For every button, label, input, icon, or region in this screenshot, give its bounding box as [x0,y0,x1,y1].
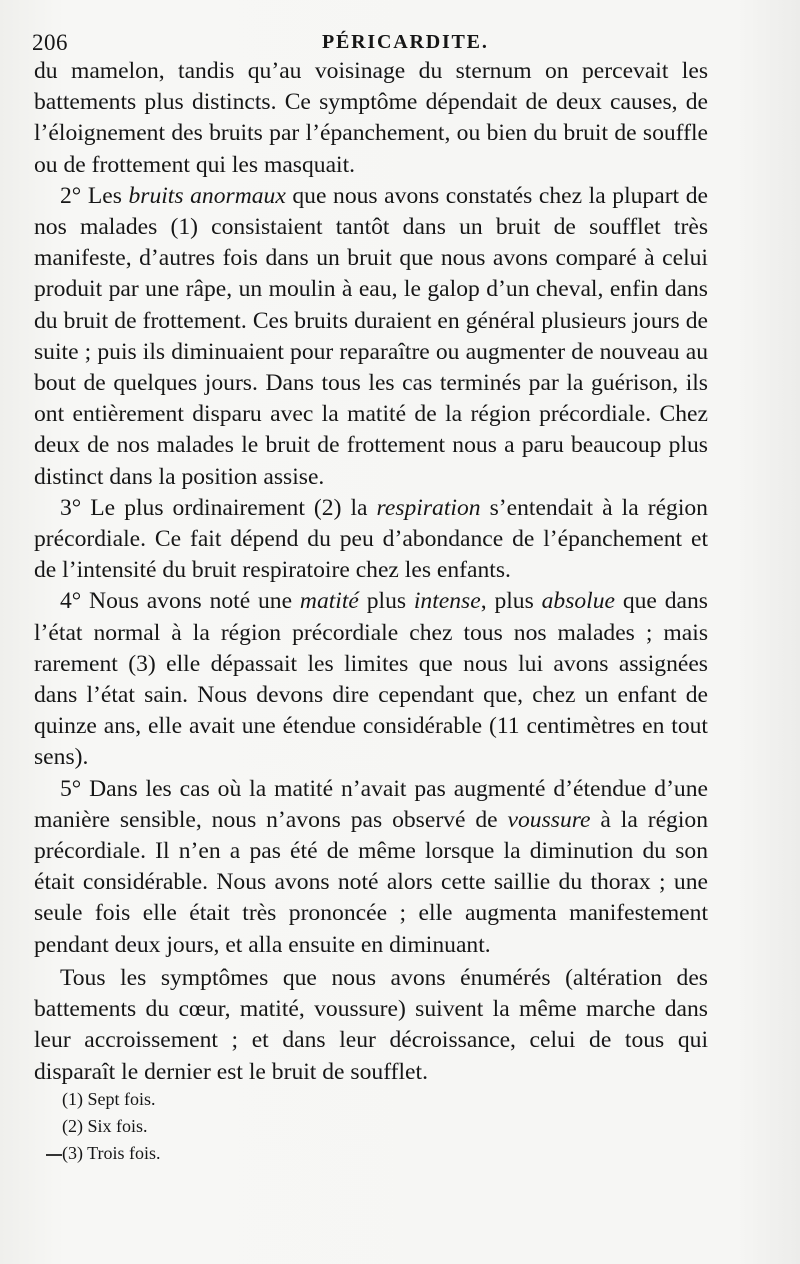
paragraph-5 [34,774,708,961]
paragraph-4-lead: 4° Nous avons noté une [60,588,300,615]
paragraph-3-text: s’entendait à la région précordiale. Ce fait dépend du peu d’abondance de l’épanchement et de l’intensité du bruit respiratoire chez les enfants. [34,494,708,584]
paragraph-4-text: que dans l’état normal à la région précordiale chez tous nos malades ; mais rarement (3) elle dépassait les limites que nous lui avons assignées dans l’état sain. Nous devons dire cependant que, chez un enfant de quinze ans, elle avait une étendue considérable (11 centimètres en tout sens). [34,588,708,771]
paragraph-4-mid-1: plus [358,588,414,615]
body-text [34,56,708,1088]
paragraph-6: Tous les symptômes que nous avons énumérés (altération des battements du cœur, matité, voussure) suivent la même marche dans leur accroissement ; et dans leur décroissance, celui de tous qui disparaît le dernier est le bruit de soufflet. [34,964,708,1085]
paragraph-2-text: que nous avons constatés chez la plupart de nos malades (1) consistaient tantôt dans un bruit de soufflet très manifeste, d’autres fois dans un bruit que nous avons comparé à celui produit par une râpe, un moulin à eau, le galop d’un cheval, enfin dans du bruit de frottement. Ces bruits duraient en général plusieurs jours de suite ; puis ils diminuaient pour reparaître ou augmenter de nouveau au bout de quelques jours. Dans tous les cas terminés par la guérison, ils ont entièrement disparu avec la matité de la région précordiale. Chez deux de nos malades le bruit de frottement nous a paru beaucoup plus distinct dans la position assise. [34,182,708,490]
paragraph-4-emphasis-1: matité [299,588,359,615]
footnote-mark [46,1154,62,1156]
paragraph-5-text: à la région précordiale. Il n’en a pas été de même lorsque la diminution du son était considérable. Nous avons noté alors cette saillie du thorax ; une seule fois elle était très prononcée ; elle augmenta manifestement pendant deux jours, et alla ensuite en diminuant. [34,806,708,958]
paragraph-1: du mamelon, tandis qu’au voisinage du sternum on percevait les battements plus distincts. Ce symptôme dépendait de deux causes, de l’éloignement des bruits par l’épanchement, ou bien du bruit de souffle ou de frottement qui les masquait. [34,58,708,178]
footnote-3: (3) Trois fois. [62,1143,161,1163]
paragraph-5-lead: 5° Dans les cas où la matité n’avait pas augmenté d’étendue d’une manière sensible, nous n’avons pas observé de [34,775,708,833]
paragraph-3-emphasis: respiration [376,494,481,521]
paragraph-4-emphasis-3: absolue [541,588,616,615]
paragraph-4-mid-2: , plus [480,588,542,615]
paragraph-2-lead: 2° Les [60,182,129,209]
running-title: PÉRICARDITE. [322,31,489,53]
footnotes [62,1086,362,1167]
paragraph-4-emphasis-2: intense [413,588,481,615]
paragraph-5-emphasis: voussure [507,806,591,833]
paragraph-3-lead: 3° Le plus ordinairement (2) la [60,494,377,521]
page-number: 206 [32,30,68,55]
footnote-1: (1) Sept fois. [62,1089,156,1109]
paragraph-2 [34,181,708,493]
paragraph-4 [34,586,708,773]
paragraph-2-emphasis: bruits anormaux [128,182,286,209]
paragraph-3 [34,493,708,587]
footnote-2: (2) Six fois. [62,1116,148,1136]
